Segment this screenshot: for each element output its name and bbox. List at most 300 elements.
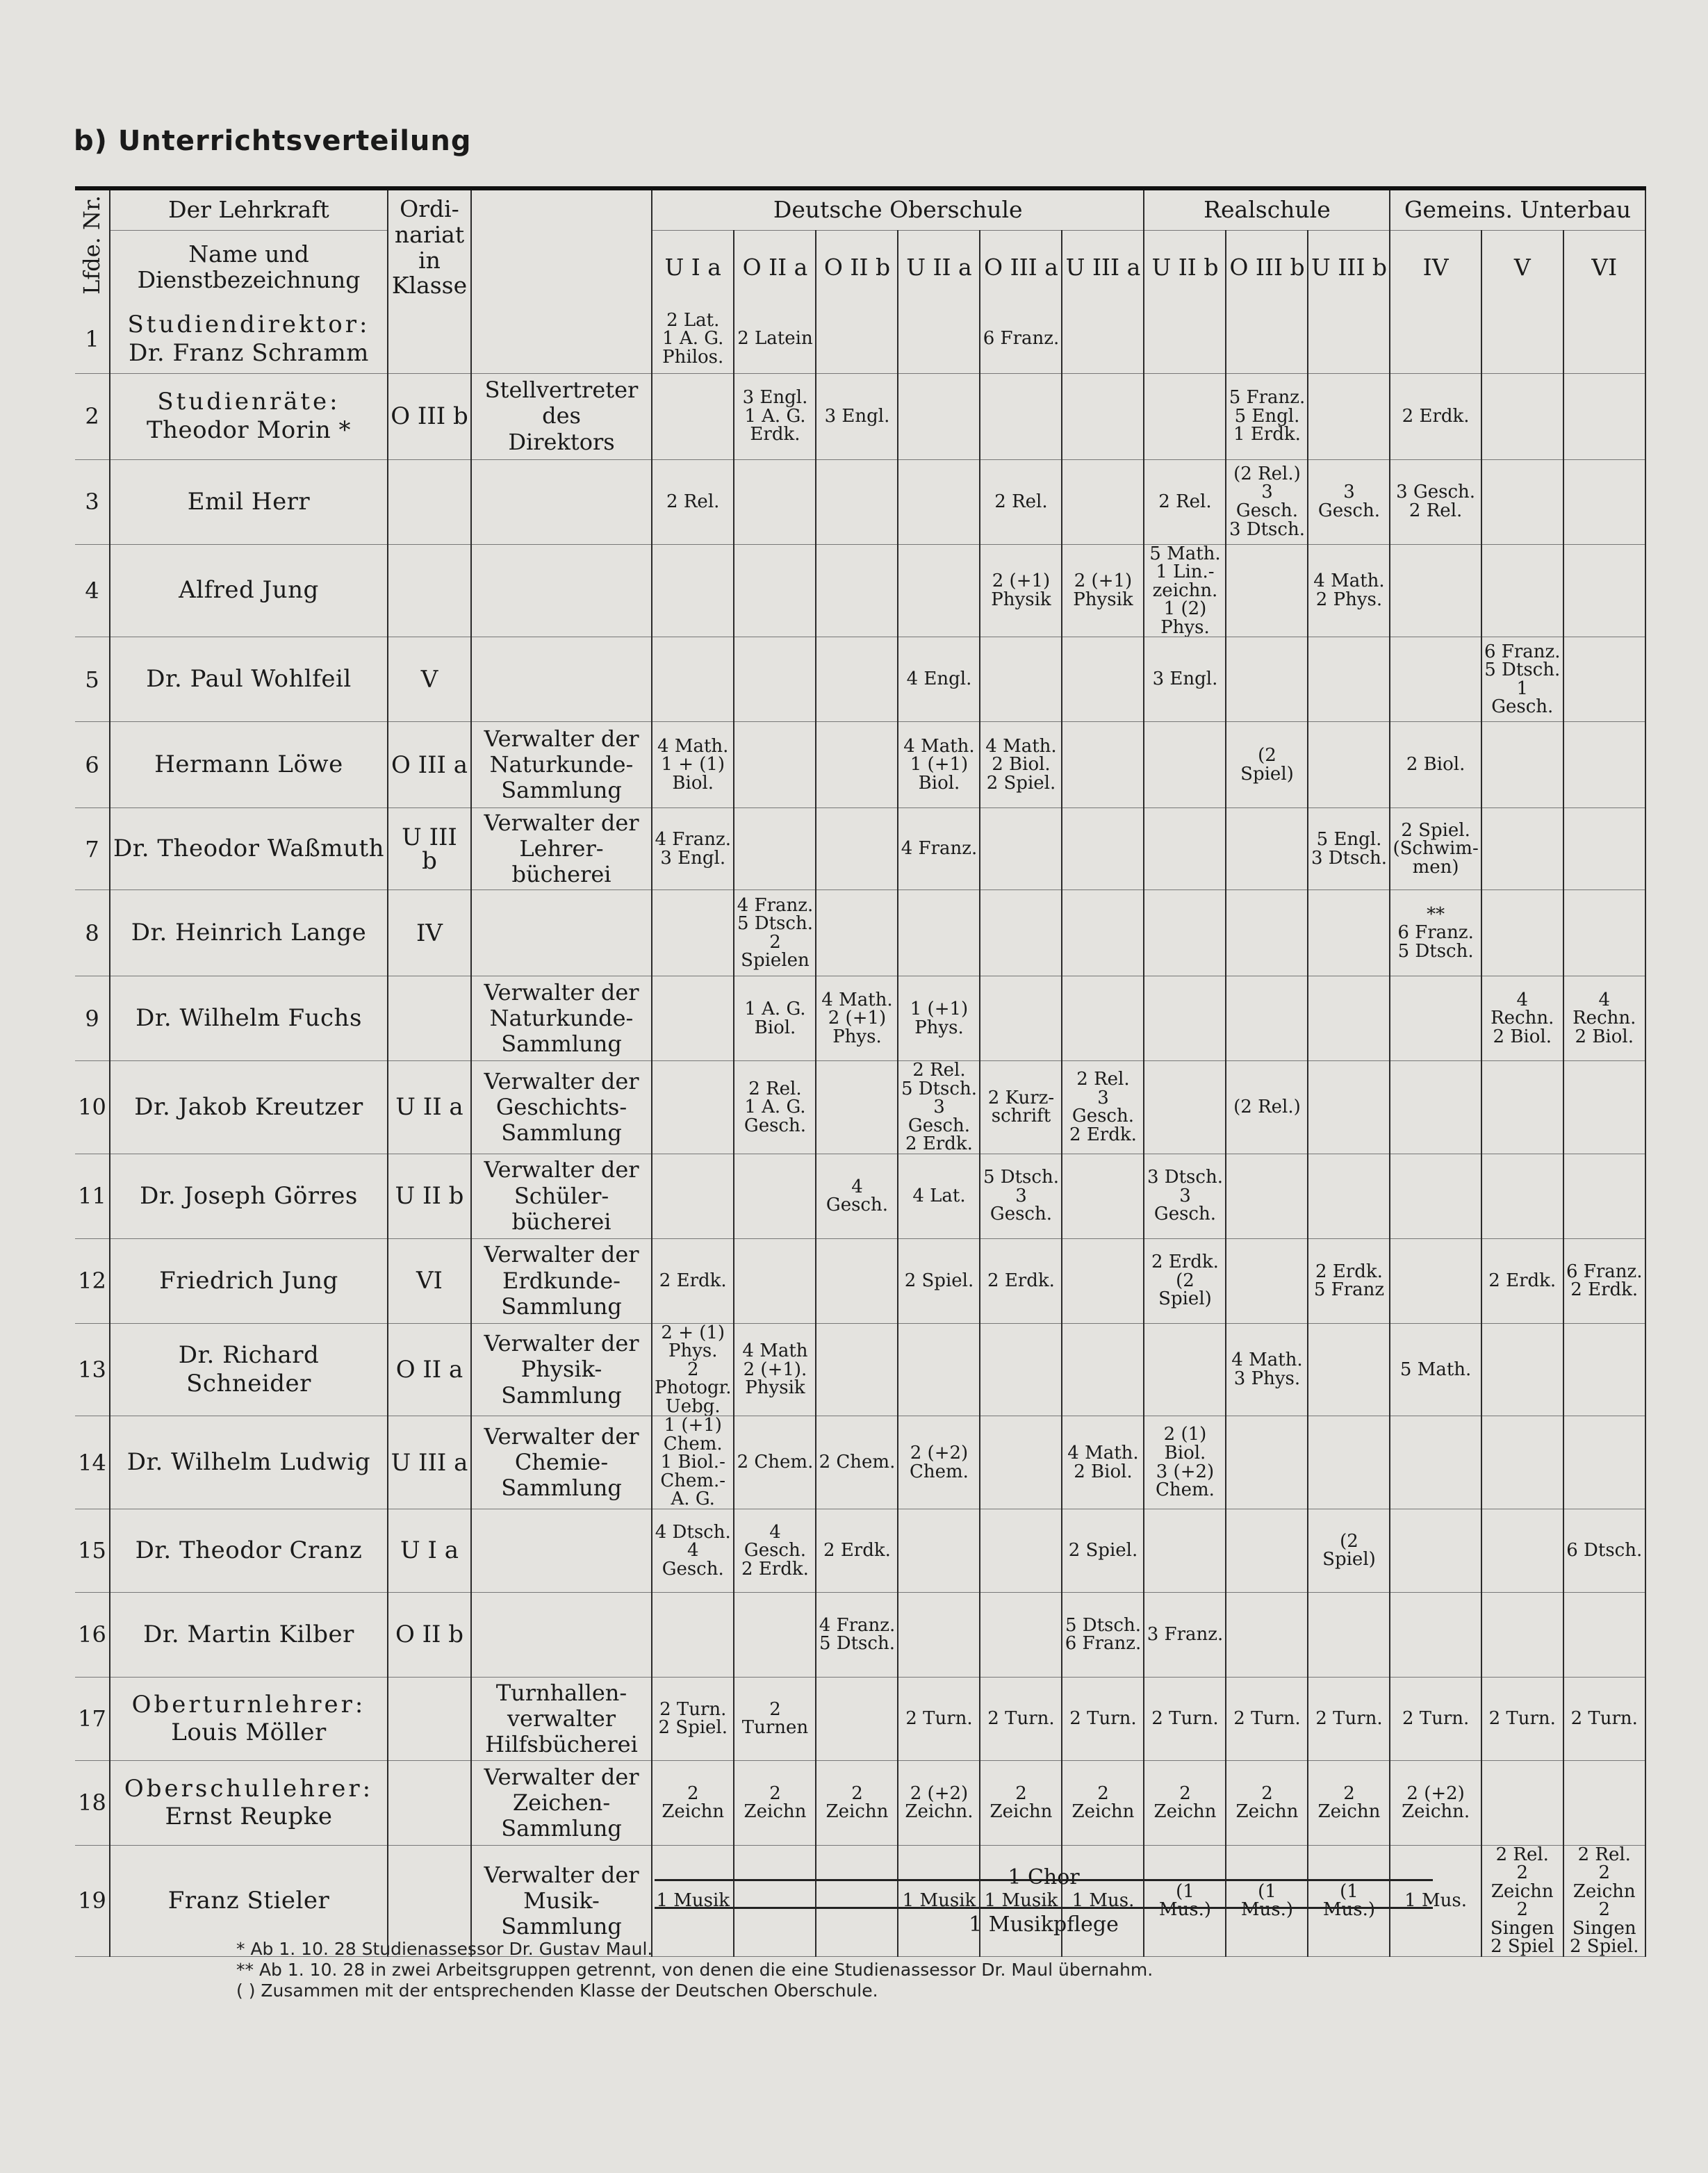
- teaching-distribution-table: [75, 186, 1646, 1957]
- row-number: 16: [75, 1592, 110, 1677]
- lesson-cell: 2 Zeichn: [980, 1760, 1062, 1845]
- lesson-cell: [1481, 544, 1563, 637]
- teacher-cell: [110, 459, 388, 544]
- lesson-cell: [1226, 808, 1308, 890]
- ordinariat-cell: VI: [388, 1238, 471, 1323]
- lesson-cell: 2 Rel.: [652, 459, 734, 544]
- lesson-cell: 2 Zeichn: [734, 1760, 816, 1845]
- lesson-cell: [1144, 808, 1226, 890]
- lesson-cell: 2 (+2) Zeichn.: [898, 1760, 980, 1845]
- lesson-cell: [816, 1238, 898, 1323]
- teacher-cell: [110, 1509, 388, 1592]
- lesson-cell: 6 Franz. 2 Erdk.: [1563, 1238, 1645, 1323]
- lesson-cell: 1 (+1) Phys.: [898, 976, 980, 1061]
- lesson-cell: [734, 544, 816, 637]
- lesson-cell: (1 Mus.): [1226, 1845, 1308, 1956]
- row-number: 6: [75, 722, 110, 808]
- ordinariat-cell: O III a: [388, 722, 471, 808]
- lesson-cell: [816, 305, 898, 373]
- lesson-cell: [1481, 1760, 1563, 1845]
- lesson-cell: [652, 1154, 734, 1238]
- function-cell: Verwalter der Physik- Sammlung: [471, 1323, 652, 1416]
- function-cell: Verwalter der Geschichts- Sammlung: [471, 1061, 652, 1154]
- lesson-cell: [1563, 1760, 1645, 1845]
- lesson-cell: 4 Math. 1 + (1) Biol.: [652, 722, 734, 808]
- lesson-cell: 2 Erdk.: [652, 1238, 734, 1323]
- teacher-cell: [110, 1323, 388, 1416]
- lehrkraft-header-top: Der Lehrkraft: [110, 188, 388, 230]
- class-header: O III a: [980, 230, 1062, 305]
- lesson-cell: 2 Kurz- schrift: [980, 1061, 1062, 1154]
- lesson-cell: 1 A. G. Biol.: [734, 976, 816, 1061]
- lesson-cell: [1481, 1509, 1563, 1592]
- lesson-cell: [1390, 305, 1481, 373]
- lesson-cell: [1226, 890, 1308, 976]
- teacher-cell: [110, 808, 388, 890]
- lesson-cell: [1308, 1592, 1390, 1677]
- lesson-cell: [1144, 976, 1226, 1061]
- row-number: 12: [75, 1238, 110, 1323]
- lesson-cell: 3 Engl. 1 A. G. Erdk.: [734, 373, 816, 459]
- teacher-name: Emil Herr: [187, 487, 311, 516]
- lesson-cell: [652, 373, 734, 459]
- teacher-name: Alfred Jung: [179, 576, 319, 605]
- class-header: U II b: [1144, 230, 1226, 305]
- lesson-cell: [1563, 459, 1645, 544]
- lesson-cell: [816, 544, 898, 637]
- lesson-cell: [898, 1323, 980, 1416]
- lesson-cell: 2 (+2) Chem.: [898, 1416, 980, 1509]
- lesson-cell: [816, 722, 898, 808]
- lesson-cell: 6 Franz.: [980, 305, 1062, 373]
- ordinariat-cell: O II a: [388, 1323, 471, 1416]
- lesson-cell: [1308, 1154, 1390, 1238]
- row-number: 9: [75, 976, 110, 1061]
- lesson-cell: 2 Zeichn: [816, 1760, 898, 1845]
- teacher-name: Dr. Heinrich Lange: [131, 919, 367, 947]
- page-title: b) Unterrichtsverteilung: [74, 125, 472, 157]
- teacher-title: Oberschullehrer:: [124, 1774, 374, 1803]
- table-row: [75, 1592, 1645, 1677]
- ordinariat-cell: [388, 1760, 471, 1845]
- lesson-cell: 1 Musik: [652, 1845, 734, 1956]
- lesson-cell: 2 Erdk.: [1481, 1238, 1563, 1323]
- group-realschule: Realschule: [1144, 188, 1390, 230]
- teacher-name: Dr. Richard Schneider: [178, 1341, 320, 1397]
- lesson-cell: 1 Musik: [898, 1845, 980, 1956]
- lesson-cell: 2 Spiel.: [1062, 1509, 1144, 1592]
- lesson-cell: 3 Gesch.: [1308, 459, 1390, 544]
- class-header: U I a: [652, 230, 734, 305]
- ordinariat-cell: U I a: [388, 1509, 471, 1592]
- lesson-cell: [1563, 544, 1645, 637]
- lesson-cell: [1144, 1509, 1226, 1592]
- lesson-cell: 2 Lat. 1 A. G. Philos.: [652, 305, 734, 373]
- teacher-name: Friedrich Jung: [159, 1266, 338, 1295]
- teacher-cell: [110, 544, 388, 637]
- lesson-cell: 2 Zeichn: [1144, 1760, 1226, 1845]
- ordinariat-cell: U III b: [388, 808, 471, 890]
- teacher-cell: [110, 1154, 388, 1238]
- lesson-cell: [652, 976, 734, 1061]
- lesson-cell: [1226, 305, 1308, 373]
- function-cell: [471, 1592, 652, 1677]
- row-number: 13: [75, 1323, 110, 1416]
- teacher-name: Dr. Theodor Cranz: [135, 1536, 363, 1564]
- lesson-cell: 4 Gesch. 2 Erdk.: [734, 1509, 816, 1592]
- lesson-cell: [1390, 1238, 1481, 1323]
- lesson-cell: [816, 1061, 898, 1154]
- table-row: [75, 459, 1645, 544]
- teacher-cell: [110, 1416, 388, 1509]
- lesson-cell: [980, 637, 1062, 722]
- lesson-cell: 3 Dtsch. 3 Gesch.: [1144, 1154, 1226, 1238]
- function-cell: [471, 890, 652, 976]
- lesson-cell: 2 Rel. 1 A. G. Gesch.: [734, 1061, 816, 1154]
- lesson-cell: (2 Spiel): [1308, 1509, 1390, 1592]
- row-number: 5: [75, 637, 110, 722]
- lesson-cell: [898, 1592, 980, 1677]
- lesson-cell: 5 Math.: [1390, 1323, 1481, 1416]
- lesson-cell: [1144, 1061, 1226, 1154]
- ordinariat-header: Ordi- nariat in Klasse: [388, 188, 471, 305]
- lesson-cell: [1062, 1323, 1144, 1416]
- lesson-cell: 4 Math. 2 Biol.: [1062, 1416, 1144, 1509]
- lesson-cell: [1481, 305, 1563, 373]
- lesson-cell: 2 Zeichn: [652, 1760, 734, 1845]
- lesson-cell: 3 Gesch. 2 Rel.: [1390, 459, 1481, 544]
- ordinariat-cell: [388, 976, 471, 1061]
- lesson-cell: [1481, 808, 1563, 890]
- footnote: * Ab 1. 10. 28 Studienassessor Dr. Gustav Maul.: [236, 1939, 653, 1959]
- class-header: O II a: [734, 230, 816, 305]
- lesson-cell: [652, 890, 734, 976]
- ordinariat-cell: [388, 459, 471, 544]
- lesson-cell: [898, 1509, 980, 1592]
- row-number: 14: [75, 1416, 110, 1509]
- lesson-cell: 2 Turn.: [898, 1677, 980, 1760]
- lesson-cell: [1563, 1416, 1645, 1509]
- lesson-cell: [816, 459, 898, 544]
- lesson-cell: 2 Spiel.: [898, 1238, 980, 1323]
- lesson-cell: [1390, 544, 1481, 637]
- lesson-cell: 2 (+2) Zeichn.: [1390, 1760, 1481, 1845]
- lesson-cell: [1062, 722, 1144, 808]
- lesson-cell: [1144, 1323, 1226, 1416]
- lesson-cell: 4 Math. 2 (+1) Phys.: [816, 976, 898, 1061]
- lesson-cell: [1481, 890, 1563, 976]
- lesson-cell: [1481, 373, 1563, 459]
- lesson-cell: 2 Rel.: [980, 459, 1062, 544]
- table-row: [75, 1677, 1645, 1760]
- lesson-cell: 2 Zeichn: [1226, 1760, 1308, 1845]
- lesson-cell: 5 Franz. 5 Engl. 1 Erdk.: [1226, 373, 1308, 459]
- lesson-cell: [1144, 305, 1226, 373]
- lesson-cell: [1308, 890, 1390, 976]
- group-gemeins-unterbau: Gemeins. Unterbau: [1390, 188, 1645, 230]
- lesson-cell: [1308, 976, 1390, 1061]
- lesson-cell: [1062, 459, 1144, 544]
- lesson-cell: 3 Engl.: [1144, 637, 1226, 722]
- table-row: [75, 373, 1645, 459]
- lesson-cell: [1062, 1238, 1144, 1323]
- lesson-cell: [1308, 305, 1390, 373]
- lesson-cell: 4 Math. 3 Phys.: [1226, 1323, 1308, 1416]
- function-cell: Verwalter der Schüler- bücherei: [471, 1154, 652, 1238]
- ordinariat-cell: U II a: [388, 1061, 471, 1154]
- lesson-cell: [1481, 722, 1563, 808]
- table-row: [75, 1061, 1645, 1154]
- footnote: ** Ab 1. 10. 28 in zwei Arbeitsgruppen getrennt, von denen die eine Studienassessor Dr. Maul übernahm.: [236, 1960, 1153, 1980]
- lesson-cell: 2 Turn.: [1144, 1677, 1226, 1760]
- table-row: [75, 1323, 1645, 1416]
- function-cell: Verwalter der Zeichen- Sammlung: [471, 1760, 652, 1845]
- teacher-title: Oberturnlehrer:: [131, 1690, 366, 1719]
- lesson-cell: (2 Rel.) 3 Gesch. 3 Dtsch.: [1226, 459, 1308, 544]
- table-row: [75, 722, 1645, 808]
- ordinariat-cell: [388, 1677, 471, 1760]
- teacher-name: Dr. Paul Wohlfeil: [146, 665, 352, 694]
- table-row: [75, 890, 1645, 976]
- lesson-cell: 4 Lat.: [898, 1154, 980, 1238]
- lesson-cell: 2 Chem.: [816, 1416, 898, 1509]
- teacher-name: Dr. Joseph Görres: [140, 1181, 358, 1210]
- class-header: VI: [1563, 230, 1645, 305]
- lesson-cell: [1226, 1154, 1308, 1238]
- lesson-cell: [816, 1323, 898, 1416]
- lesson-cell: [1062, 1154, 1144, 1238]
- lesson-cell: [1390, 1509, 1481, 1592]
- function-cell: Turnhallen- verwalter Hilfsbücherei: [471, 1677, 652, 1760]
- lesson-cell: [1563, 1061, 1645, 1154]
- lesson-cell: [1390, 1061, 1481, 1154]
- lesson-cell: 5 Dtsch. 6 Franz.: [1062, 1592, 1144, 1677]
- lesson-cell: 2 Turn. 2 Spiel.: [652, 1677, 734, 1760]
- lesson-cell: 2 (+1) Physik: [1062, 544, 1144, 637]
- lesson-cell: [1062, 890, 1144, 976]
- row-number: 10: [75, 1061, 110, 1154]
- lesson-cell: 4 Engl.: [898, 637, 980, 722]
- ordinariat-cell: [388, 305, 471, 373]
- teacher-cell: [110, 1238, 388, 1323]
- lesson-cell: [1390, 1592, 1481, 1677]
- lesson-cell: 2 Turn.: [1481, 1677, 1563, 1760]
- lesson-cell: [1481, 1592, 1563, 1677]
- lesson-cell: 3 Franz.: [1144, 1592, 1226, 1677]
- table-row: [75, 305, 1645, 373]
- musikpflege-bracket: [655, 1907, 1433, 1909]
- lesson-cell: 5 Engl. 3 Dtsch.: [1308, 808, 1390, 890]
- teacher-name: Dr. Franz Schramm: [129, 338, 369, 367]
- class-header: U III b: [1308, 230, 1390, 305]
- lesson-cell: [734, 808, 816, 890]
- lesson-cell: [1308, 637, 1390, 722]
- lesson-cell: [980, 808, 1062, 890]
- lesson-cell: 1 Mus.: [1062, 1845, 1144, 1956]
- class-header: IV: [1390, 230, 1481, 305]
- class-header: V: [1481, 230, 1563, 305]
- table-body: [75, 305, 1645, 1956]
- lesson-cell: [652, 1061, 734, 1154]
- lesson-cell: [1563, 808, 1645, 890]
- ordinariat-cell: U II b: [388, 1154, 471, 1238]
- row-number: 7: [75, 808, 110, 890]
- teacher-cell: [110, 1760, 388, 1845]
- lesson-cell: [1563, 1154, 1645, 1238]
- lesson-cell: [1144, 373, 1226, 459]
- function-cell: [471, 305, 652, 373]
- lesson-cell: 2 Erdk. (2 Spiel): [1144, 1238, 1226, 1323]
- lesson-cell: [734, 1592, 816, 1677]
- lesson-cell: [1308, 1323, 1390, 1416]
- lesson-cell: [1226, 1509, 1308, 1592]
- table-row: [75, 1760, 1645, 1845]
- lesson-cell: [1308, 1061, 1390, 1154]
- lesson-cell: 4 Gesch.: [816, 1154, 898, 1238]
- lesson-cell: [980, 1323, 1062, 1416]
- teacher-cell: [110, 976, 388, 1061]
- teacher-name: Ernst Reupke: [165, 1803, 333, 1831]
- lesson-cell: 2 Chem.: [734, 1416, 816, 1509]
- lesson-cell: [1563, 1323, 1645, 1416]
- teacher-cell: [110, 890, 388, 976]
- table-row: [75, 808, 1645, 890]
- lesson-cell: [980, 373, 1062, 459]
- teacher-cell: [110, 1061, 388, 1154]
- lesson-cell: 2 Erdk. 5 Franz: [1308, 1238, 1390, 1323]
- row-number: 2: [75, 373, 110, 459]
- function-cell: Stellvertreter des Direktors: [471, 373, 652, 459]
- function-cell: Verwalter der Erdkunde- Sammlung: [471, 1238, 652, 1323]
- row-number: 18: [75, 1760, 110, 1845]
- ordinariat-cell: U III a: [388, 1416, 471, 1509]
- function-cell: [471, 637, 652, 722]
- teacher-cell: [110, 637, 388, 722]
- teacher-cell: [110, 305, 388, 373]
- teacher-name: Louis Möller: [171, 1719, 327, 1747]
- ordinariat-cell: O III b: [388, 373, 471, 459]
- table-row: [75, 1154, 1645, 1238]
- row-number: 1: [75, 305, 110, 373]
- lesson-cell: [1563, 1592, 1645, 1677]
- chor-label: 1 Chor: [1008, 1865, 1080, 1889]
- teacher-name: Hermann Löwe: [154, 751, 343, 779]
- lesson-cell: [1563, 305, 1645, 373]
- lesson-cell: [898, 459, 980, 544]
- lesson-cell: [1226, 1592, 1308, 1677]
- row-number: 8: [75, 890, 110, 976]
- lesson-cell: 4 Rechn. 2 Biol.: [1481, 976, 1563, 1061]
- teacher-name: Franz Stieler: [167, 1886, 330, 1914]
- lesson-cell: [898, 373, 980, 459]
- lesson-cell: [1226, 544, 1308, 637]
- lesson-cell: 2 Zeichn: [1062, 1760, 1144, 1845]
- lesson-cell: (1 Mus.): [1308, 1845, 1390, 1956]
- lesson-cell: [816, 637, 898, 722]
- lesson-cell: [1563, 373, 1645, 459]
- lesson-cell: [1563, 890, 1645, 976]
- lesson-cell: 4 Math 2 (+1). Physik: [734, 1323, 816, 1416]
- lesson-cell: [1226, 1416, 1308, 1509]
- lesson-cell: 2 (+1) Physik: [980, 544, 1062, 637]
- lesson-cell: [1390, 976, 1481, 1061]
- lesson-cell: 2 Erdk.: [816, 1509, 898, 1592]
- lesson-cell: [734, 459, 816, 544]
- lesson-cell: 6 Dtsch.: [1563, 1509, 1645, 1592]
- lesson-cell: [734, 1154, 816, 1238]
- lesson-cell: [1481, 459, 1563, 544]
- lesson-cell: [1226, 637, 1308, 722]
- teacher-cell: [110, 1677, 388, 1760]
- lesson-cell: 4 Franz.: [898, 808, 980, 890]
- teacher-name: Theodor Morin *: [146, 416, 352, 444]
- lesson-cell: [980, 1416, 1062, 1509]
- lesson-cell: 2 Turn.: [1226, 1677, 1308, 1760]
- lesson-cell: [898, 305, 980, 373]
- lesson-cell: 2 + (1) Phys. 2 Photogr. Uebg.: [652, 1323, 734, 1416]
- ordinariat-cell: O II b: [388, 1592, 471, 1677]
- lesson-cell: [1062, 637, 1144, 722]
- ordinariat-cell: IV: [388, 890, 471, 976]
- lesson-cell: [898, 890, 980, 976]
- lesson-cell: [734, 1238, 816, 1323]
- lesson-cell: 2 Turn.: [1390, 1677, 1481, 1760]
- function-cell: Verwalter der Musik- Sammlung: [471, 1845, 652, 1956]
- function-cell: [471, 1509, 652, 1592]
- teacher-name: Dr. Wilhelm Ludwig: [126, 1448, 371, 1477]
- row-number: 17: [75, 1677, 110, 1760]
- lesson-cell: 4 Dtsch. 4 Gesch.: [652, 1509, 734, 1592]
- lesson-cell: [1390, 637, 1481, 722]
- lesson-cell: 2 Turn.: [1308, 1677, 1390, 1760]
- lesson-cell: 1 Mus.: [1390, 1845, 1481, 1956]
- function-cell: Verwalter der Lehrer- bücherei: [471, 808, 652, 890]
- lesson-cell: 4 Franz. 3 Engl.: [652, 808, 734, 890]
- lesson-cell: 2 Erdk.: [980, 1238, 1062, 1323]
- teacher-cell: [110, 1592, 388, 1677]
- table-row: [75, 1509, 1645, 1592]
- lesson-cell: 2 Turn.: [1062, 1677, 1144, 1760]
- nr-header: Lfde. Nr.: [75, 188, 110, 305]
- lesson-cell: 2 Turn.: [1563, 1677, 1645, 1760]
- lesson-cell: [816, 808, 898, 890]
- lesson-cell: 2 Biol.: [1390, 722, 1481, 808]
- footnotes: [236, 1939, 1153, 2001]
- lehrkraft-header-bottom: Name und Dienstbezeichnung: [110, 230, 388, 305]
- class-header: U III a: [1062, 230, 1144, 305]
- musikpflege-label: 1 Musikpflege: [969, 1912, 1119, 1937]
- lesson-cell: 2 (1) Biol. 3 (+2) Chem.: [1144, 1416, 1226, 1509]
- function-cell: Verwalter der Naturkunde- Sammlung: [471, 976, 652, 1061]
- lesson-cell: [980, 890, 1062, 976]
- lesson-cell: 1 (+1) Chem. 1 Biol.-Chem.-A. G.: [652, 1416, 734, 1509]
- lesson-cell: 2 Rel. 5 Dtsch. 3 Gesch. 2 Erdk.: [898, 1061, 980, 1154]
- lesson-cell: 2 Zeichn: [1308, 1760, 1390, 1845]
- group-deutsche-oberschule: Deutsche Oberschule: [652, 188, 1144, 230]
- lesson-cell: [1481, 1416, 1563, 1509]
- lesson-cell: [734, 722, 816, 808]
- lesson-cell: 4 Math. 2 Phys.: [1308, 544, 1390, 637]
- lesson-cell: [1308, 373, 1390, 459]
- function-cell: Verwalter der Chemie- Sammlung: [471, 1416, 652, 1509]
- lesson-cell: [1062, 373, 1144, 459]
- lesson-cell: 3 Engl.: [816, 373, 898, 459]
- lesson-cell: [816, 1677, 898, 1760]
- class-header: U II a: [898, 230, 980, 305]
- lesson-cell: [734, 637, 816, 722]
- ordinariat-cell: [388, 544, 471, 637]
- lesson-cell: [1390, 1416, 1481, 1509]
